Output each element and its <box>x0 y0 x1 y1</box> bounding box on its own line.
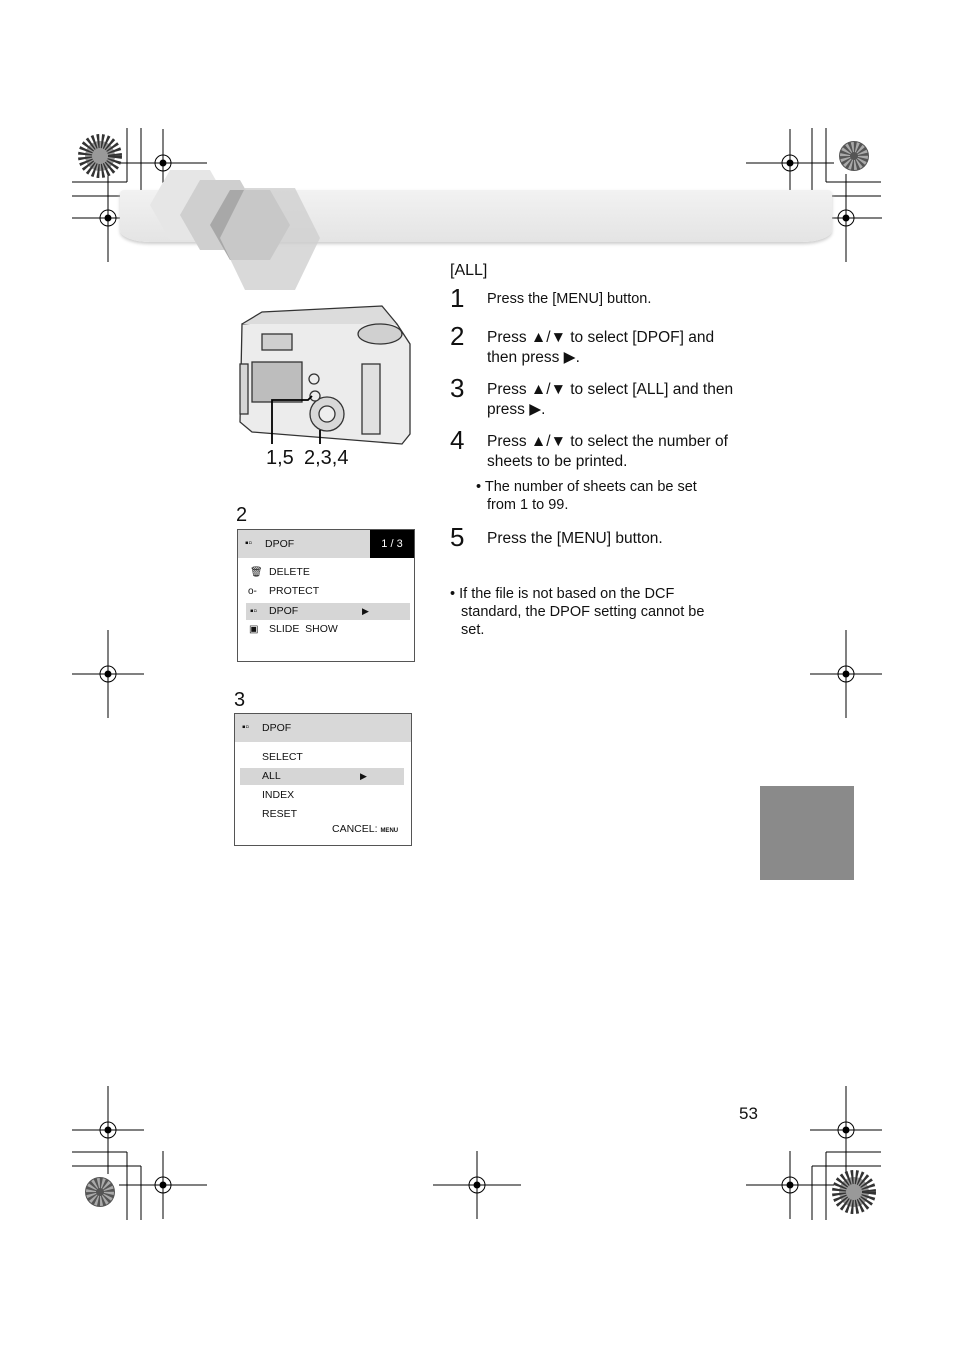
hexagon-decoration <box>130 160 330 300</box>
trash-icon: 🗑 <box>250 567 263 578</box>
chapter-tab <box>760 786 854 880</box>
footnote-line1: • If the file is not based on the DCF <box>450 586 675 602</box>
step-4-text <box>487 432 728 472</box>
step-3-text <box>487 380 733 420</box>
menu-item-label: SLIDE SHOW <box>269 623 338 635</box>
menu-row-slide-show[interactable] <box>246 621 410 638</box>
step-1-text: Press the [MENU] button. <box>487 291 652 307</box>
step-3-line1: Press ▲/▼ to select [ALL] and then <box>487 381 734 398</box>
footnote-line2: standard, the DPOF setting cannot be <box>461 604 705 620</box>
cancel-hint <box>332 823 398 835</box>
screen3-label: 3 <box>234 689 246 711</box>
arrow-right-icon: ▶ <box>362 606 369 616</box>
menu-key-icon: MENU <box>380 828 399 834</box>
step-4-note-line2: from 1 to 99. <box>487 497 569 513</box>
menu-item-label: SELECT <box>262 751 303 763</box>
menu-row-protect[interactable] <box>246 583 410 600</box>
menu-row-all[interactable] <box>240 768 404 785</box>
screen2-label: 2 <box>236 504 248 526</box>
screen2-header <box>238 530 414 558</box>
menu-row-dpof[interactable] <box>246 603 410 620</box>
step-3-number: 3 <box>450 373 465 403</box>
menu-item-label: RESET <box>262 808 298 820</box>
step-2-line2: then press ▶. <box>487 349 580 366</box>
screen2-menu <box>237 529 415 662</box>
arrow-right-icon: ▶ <box>360 771 367 781</box>
camera-callout-right: 2,3,4 <box>304 447 349 469</box>
camera-callout-left: 1,5 <box>266 447 294 469</box>
print-icon: ▪▫ <box>250 606 258 617</box>
cancel-label: CANCEL: <box>332 823 378 835</box>
section-label: [ALL] <box>450 262 488 279</box>
menu-item-label: DELETE <box>269 566 310 578</box>
step-2-line1: Press ▲/▼ to select [DPOF] and <box>487 329 715 346</box>
step-4-number: 4 <box>450 425 465 455</box>
step-4-note-line1: • The number of sheets can be set <box>476 479 697 495</box>
menu-row-select[interactable] <box>240 749 404 766</box>
page-number: 53 <box>739 1104 758 1123</box>
step-5-text: Press the [MENU] button. <box>487 530 663 547</box>
screen3-menu <box>234 713 412 846</box>
footnote-line3: set. <box>461 622 485 638</box>
footnote <box>450 585 704 639</box>
print-icon: ▪▫ <box>242 722 250 733</box>
menu-item-label: PROTECT <box>269 585 320 597</box>
step-2-number: 2 <box>450 321 465 351</box>
step-2-text <box>487 328 714 368</box>
step-4-note <box>476 478 697 514</box>
menu-item-label: DPOF <box>269 605 299 617</box>
slideshow-icon: ▣ <box>249 624 259 635</box>
menu-row-index[interactable] <box>240 787 404 804</box>
menu-item-label: ALL <box>262 770 281 782</box>
print-icon: ▪▫ <box>245 538 253 549</box>
step-4-line2: sheets to be printed. <box>487 453 628 470</box>
step-5-number: 5 <box>450 522 465 552</box>
menu-row-reset[interactable] <box>240 806 404 823</box>
key-icon: o- <box>248 586 257 597</box>
screen3-header <box>235 714 411 742</box>
step-4-line1: Press ▲/▼ to select the number of <box>487 433 728 450</box>
step-3-line2: press ▶. <box>487 401 546 418</box>
screen2-title: DPOF <box>265 538 295 550</box>
screen2-page-indicator: 1 / 3 <box>370 530 414 558</box>
screen3-title: DPOF <box>262 722 292 734</box>
menu-item-label: INDEX <box>262 789 295 801</box>
step-1-number: 1 <box>450 283 465 313</box>
menu-row-delete[interactable] <box>246 564 410 581</box>
